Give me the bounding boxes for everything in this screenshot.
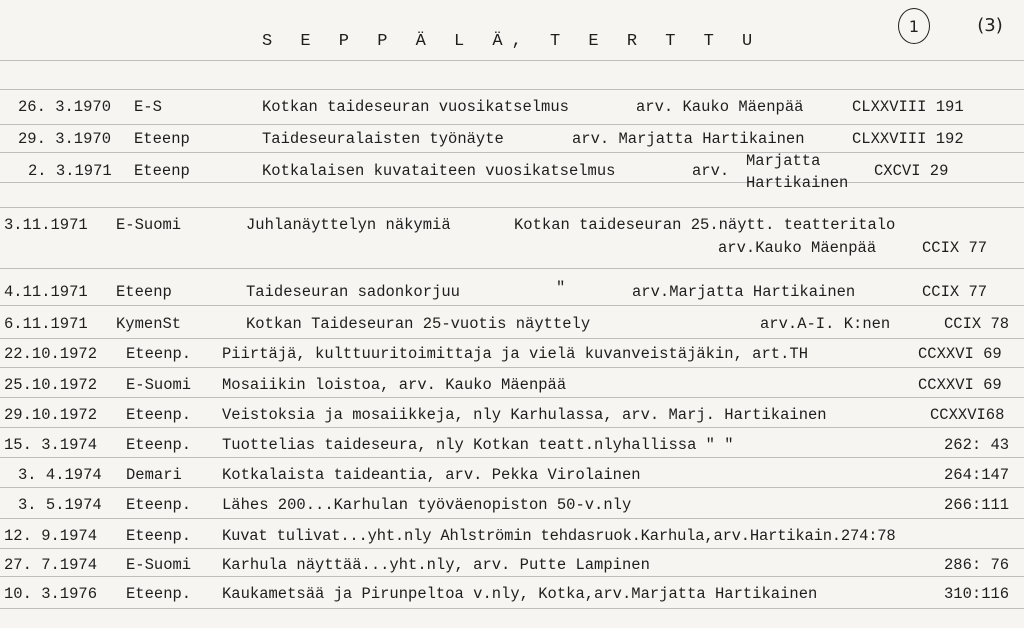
entry-date: 26. 3.1970 [18, 98, 112, 116]
entry-reviewer: arv.Marjatta Hartikainen [632, 283, 856, 301]
entry-ref: 286: 76 [944, 556, 1010, 574]
rule-line [0, 89, 1024, 90]
entry-reviewer: arv. [692, 162, 730, 180]
entry-date: 29. 3.1970 [18, 130, 112, 148]
entry-paper: E-S [134, 98, 162, 116]
entry-date: 3. 4.1974 [18, 466, 102, 484]
entry-date: 2. 3.1971 [28, 162, 112, 180]
entry-ref: CCXXVI 69 [918, 345, 1002, 363]
entry-reviewer: arv. Kauko Mäenpää [636, 98, 804, 116]
circled-number: 1 [898, 8, 930, 44]
entry-ref: CXCVI 29 [874, 162, 949, 180]
entry-title: Kotkan Taideseuran 25-vuotis näyttely [246, 315, 591, 333]
rule-line [0, 338, 1024, 339]
entry-title: Piirtäjä, kulttuuritoimittaja ja vielä kuvanveistäjäkin, art.TH [222, 345, 808, 363]
entry-ref: 264:147 [944, 466, 1010, 484]
entry-paper: Eteenp. [126, 406, 192, 424]
entry-paper: Eteenp. [126, 585, 192, 603]
entry-reviewer-last: Hartikainen [746, 174, 849, 192]
rule-line [0, 305, 1024, 306]
entry-title: Tuottelias taideseura, nly Kotkan teatt.nlyhallissa " " [222, 436, 734, 454]
entry-reviewer: arv. Marjatta Hartikainen [572, 130, 805, 148]
rule-line [0, 608, 1024, 609]
entry-date: 22.10.1972 [4, 345, 98, 363]
entry-date: 15. 3.1974 [4, 436, 98, 454]
rule-line [0, 60, 1024, 61]
rule-line [0, 487, 1024, 488]
entry-paper: KymenSt [116, 315, 182, 333]
entry-title: Veistoksia ja mosaiikkeja, nly Karhulassa, arv. Marj. Hartikainen [222, 406, 827, 424]
entry-title: Taideseuralaisten työnäyte [262, 130, 504, 148]
entry-paper: Eteenp. [126, 436, 192, 454]
rule-line [0, 182, 1024, 183]
entry-ref: CCXXVI 69 [918, 376, 1002, 394]
card-title: S E P P Ä L Ä, T E R T T U [262, 32, 762, 51]
rule-line [0, 576, 1024, 577]
entry-date: 12. 9.1974 [4, 527, 98, 545]
entry-title: Mosaiikin loistoa, arv. Kauko Mäenpää [222, 376, 567, 394]
entry-date: 10. 3.1976 [4, 585, 98, 603]
rule-line [0, 152, 1024, 153]
entry-ref: CLXXVIII 192 [852, 130, 964, 148]
entry-title: Kotkalaista taideantia, arv. Pekka Virolainen [222, 466, 641, 484]
entry-date: 3.11.1971 [4, 216, 88, 234]
entry-date: 4.11.1971 [4, 283, 88, 301]
rule-line [0, 457, 1024, 458]
entry-ref: CCIX 78 [944, 315, 1010, 333]
entry-reviewer-first: Marjatta [746, 152, 821, 170]
entry-paper: E-Suomi [116, 216, 182, 234]
parenthesized-number: (3) [977, 14, 1003, 36]
entry-paper: E-Suomi [126, 556, 192, 574]
entry-paper: Demari [126, 466, 182, 484]
entry-ref: CCXXVI68 [930, 406, 1005, 424]
entry-ref: CCIX 77 [922, 239, 988, 257]
entry-date: 25.10.1972 [4, 376, 98, 394]
entry-ref: 266:111 [944, 496, 1010, 514]
rule-line [0, 207, 1024, 208]
entry-ref: CLXXVIII 191 [852, 98, 964, 116]
entry-paper: Eteenp. [126, 527, 192, 545]
entry-paper: Eteenp [134, 130, 190, 148]
entry-reviewer: arv.Kauko Mäenpää [718, 239, 877, 257]
entry-ref: CCIX 77 [922, 283, 988, 301]
entry-title: Juhlanäyttelyn näkymiä [246, 216, 451, 234]
entry-title: Kaukametsää ja Pirunpeltoa v.nly, Kotka,arv.Marjatta Hartikainen [222, 585, 818, 603]
entry-title: Kotkalaisen kuvataiteen vuosikatselmus [262, 162, 616, 180]
entry-title: Kotkan taideseuran vuosikatselmus [262, 98, 569, 116]
rule-line [0, 268, 1024, 269]
entry-paper: E-Suomi [126, 376, 192, 394]
entry-title: Karhula näyttää...yht.nly, arv. Putte Lampinen [222, 556, 650, 574]
entry-date: 3. 5.1974 [18, 496, 102, 514]
entry-paper: Eteenp [116, 283, 172, 301]
entry-ref: 262: 43 [944, 436, 1010, 454]
entry-ref: 310:116 [944, 585, 1010, 603]
ditto-mark: " [556, 279, 566, 297]
rule-line [0, 124, 1024, 125]
entry-reviewer: arv.A-I. K:nen [760, 315, 891, 333]
rule-line [0, 427, 1024, 428]
entry-date: 27. 7.1974 [4, 556, 98, 574]
entry-date: 6.11.1971 [4, 315, 88, 333]
entry-title: Lähes 200...Karhulan työväenopiston 50-v.nly [222, 496, 632, 514]
entry-date: 29.10.1972 [4, 406, 98, 424]
rule-line [0, 367, 1024, 368]
entry-title: Taideseuran sadonkorjuu [246, 283, 460, 301]
entry-paper: Eteenp [134, 162, 190, 180]
entry-paper: Eteenp. [126, 496, 192, 514]
rule-line [0, 548, 1024, 549]
rule-line [0, 518, 1024, 519]
entry-paper: Eteenp. [126, 345, 192, 363]
entry-venue: Kotkan taideseuran 25.näytt. teatteritalo [514, 216, 896, 234]
entry-title: Kuvat tulivat...yht.nly Ahlströmin tehdasruok.Karhula,arv.Hartikain.274:78 [222, 527, 896, 545]
rule-line [0, 397, 1024, 398]
